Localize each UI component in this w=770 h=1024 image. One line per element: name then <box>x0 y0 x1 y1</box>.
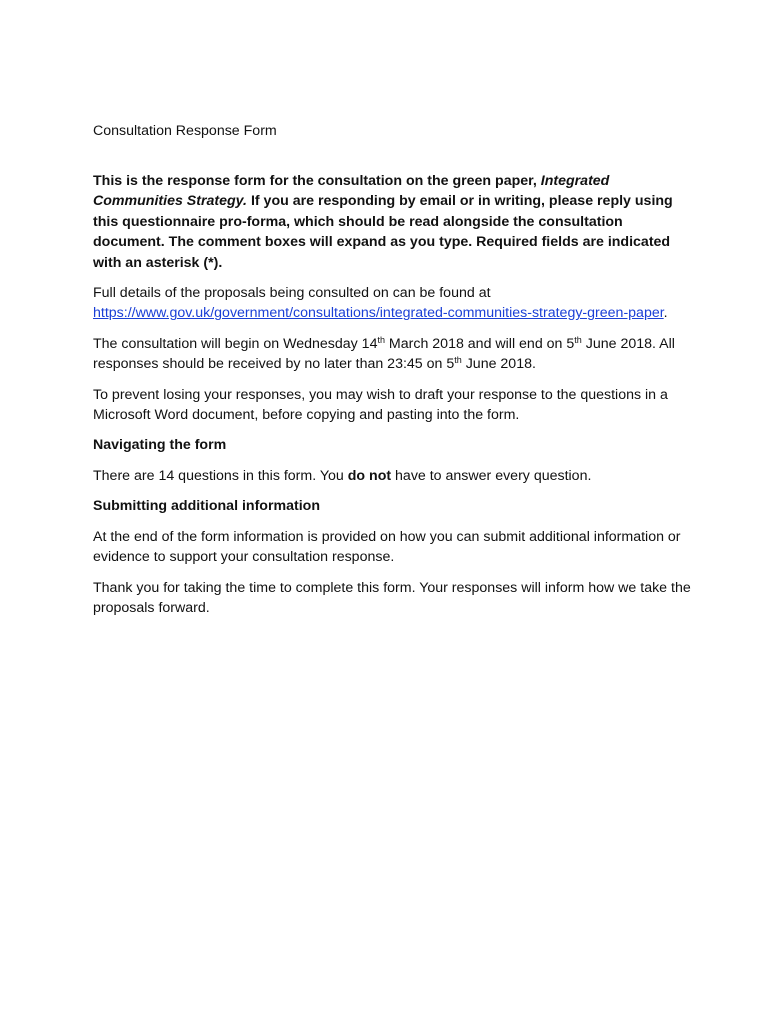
submitting-paragraph: At the end of the form information is provided on how you can submit additional information or evidence to support your consultation response. <box>93 528 681 566</box>
dates-text-2: March 2018 and will end on 5 <box>384 335 575 352</box>
navigating-text-1: There are 14 questions in this form. You <box>93 467 348 484</box>
dates-text-1: The consultation will begin on Wednesday 14 <box>93 335 378 352</box>
details-paragraph <box>93 283 693 324</box>
dates-text-4: June 2018. <box>461 356 536 373</box>
paper-name: Integrated Communities Strategy. <box>93 173 610 210</box>
details-period: . <box>663 305 668 322</box>
dates-sup-2: th <box>574 334 582 345</box>
submitting-heading: Submitting additional information <box>93 498 320 515</box>
consultation-link[interactable]: https://www.gov.uk/government/consultations/integrated-communities-strategy-green-paper <box>93 305 664 322</box>
intro-text-2: If you are responding by email or in writing, please reply using this questionnaire pro-forma, which should be read alongside the consultation document. The comment boxes will expand as you type. Required fields are indicated with an asterisk (*). <box>93 193 673 271</box>
prevent-loss-paragraph: To prevent losing your responses, you may wish to draft your response to the questions in a Microsoft Word document, before copying and pasting into the form. <box>93 386 668 424</box>
thanks-paragraph: Thank you for taking the time to complete this form. Your responses will inform how we take the proposals forward. <box>93 579 691 616</box>
navigating-heading: Navigating the form <box>93 437 227 454</box>
dates-sup-3: th <box>454 355 462 366</box>
dates-text-3: June 2018. All responses should be received by no later than 23:45 on 5 <box>93 335 675 373</box>
details-text: Full details of the proposals being consulted on can be found at <box>93 285 491 302</box>
intro-paragraph <box>93 171 693 273</box>
dates-paragraph <box>93 334 693 375</box>
navigating-paragraph <box>93 466 693 486</box>
dates-sup-1: th <box>377 334 385 345</box>
document-title: Consultation Response Form <box>93 123 277 139</box>
intro-text-1: This is the response form for the consultation on the green paper, <box>93 173 541 189</box>
navigating-bold: do not <box>347 467 392 484</box>
document-page <box>93 121 693 628</box>
navigating-text-2: have to answer every question. <box>391 467 592 484</box>
